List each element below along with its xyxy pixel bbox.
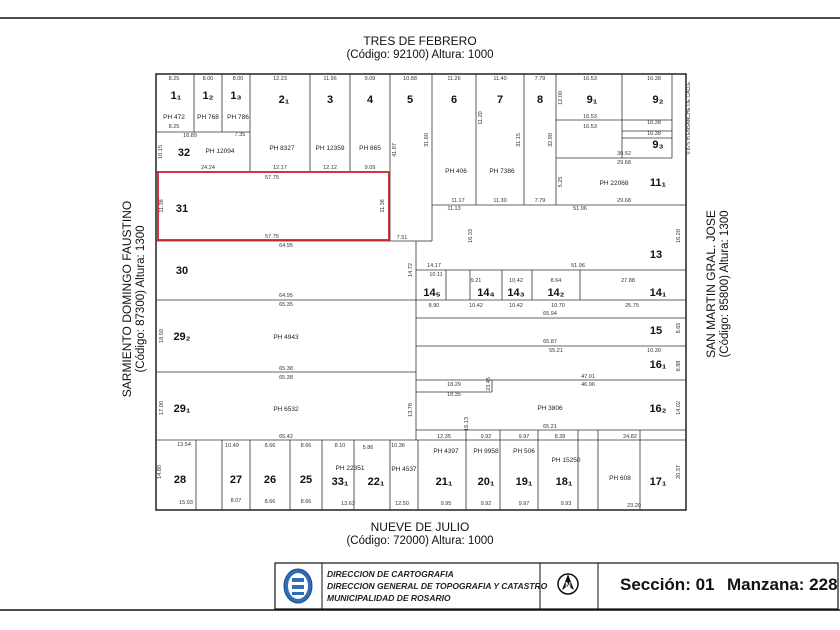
lot-number: 29₁ (173, 403, 191, 415)
dimension-label: 8.28 (554, 434, 566, 440)
section-label: Sección: 01 (620, 575, 715, 594)
dimension-label: 17.00 (159, 401, 165, 415)
dimension-label: 10.30 (647, 348, 661, 354)
dimension-label: 16.53 (583, 76, 597, 82)
lot-number: 27 (229, 474, 243, 486)
dimension-label: 10.11 (429, 272, 443, 278)
dimension-label: 11.40 (493, 76, 507, 82)
dimension-label: 11.20 (478, 111, 484, 125)
footer-line: MUNICIPALIDAD DE ROSARIO (327, 593, 451, 603)
lot-number: 1₁ (170, 90, 182, 102)
lot-number: 20₁ (477, 476, 495, 488)
dimension-label: 8.25 (168, 124, 180, 130)
dimension-label: 8.00 (202, 76, 214, 82)
ph-label: PH 3806 (537, 405, 563, 412)
dimension-label: 27.88 (621, 278, 635, 284)
dimension-label: 65.35 (279, 302, 293, 308)
lot-number: 29₂ (173, 331, 191, 343)
dimension-label: 8.64 (550, 278, 562, 284)
lot-number: 14₂ (547, 287, 565, 299)
lot-number: 14₃ (507, 287, 525, 299)
lot-number: 14₄ (477, 287, 495, 299)
dimension-label: 7.79 (534, 76, 546, 82)
block-label: Manzana: 228 (727, 575, 838, 594)
dimension-label: 64.95 (279, 243, 293, 249)
dimension-label: 14.17 (427, 263, 441, 269)
ph-label: PH 608 (609, 475, 631, 482)
dimension-label: 9.97 (518, 434, 530, 440)
lot-number: 21₁ (435, 476, 453, 488)
lot-number: 4 (366, 94, 374, 106)
ph-label: PH 12359 (315, 145, 345, 152)
ph-label: PH 506 (513, 448, 535, 455)
dimension-label: 47.01 (581, 374, 595, 380)
lot-number: 9₃ (652, 139, 664, 151)
lot-number: 1₃ (230, 90, 242, 102)
dimension-label: 8.10 (334, 443, 346, 449)
street-bottom (300, 520, 540, 548)
lot-number: 16₁ (649, 359, 667, 371)
highlighted-lot-31[interactable] (158, 172, 389, 240)
dimension-label: 25.75 (625, 303, 639, 309)
lot-number: 15 (649, 325, 663, 337)
dimension-label: 9.95 (440, 501, 452, 507)
dimension-label: 12.50 (395, 501, 409, 507)
street-code: (Código: 87300) Altura: 1300 (135, 225, 147, 373)
dimension-label: 32.90 (548, 133, 554, 147)
dimension-label: 10.88 (403, 76, 417, 82)
dimension-label: 8.66 (300, 499, 312, 505)
street-name: SARMIENTO DOMINGO FAUSTINO (120, 200, 134, 398)
lot-number: 25 (299, 474, 313, 486)
dimension-label: 8.25 (168, 76, 180, 82)
street-widening-note: 0.875 m ENSANCHE DE CALLE (686, 81, 692, 155)
lot-number: 7 (496, 94, 504, 106)
dimension-label: 9.92 (480, 434, 492, 440)
dimension-label: 9.93 (560, 501, 572, 507)
dimension-label: 14.72 (408, 263, 414, 277)
footer-line: DIRECCION DE CARTOGRAFIA (327, 569, 454, 579)
dimension-label: 5.25 (558, 176, 564, 188)
dimension-label: 23.45 (486, 377, 492, 391)
dimension-label: 57.75 (265, 175, 279, 181)
ph-label: PH 9958 (473, 448, 499, 455)
lot-number: 26 (263, 474, 277, 486)
lot-number: 13 (649, 249, 663, 261)
lot-number: 30 (175, 265, 189, 277)
dimension-label: 29.68 (617, 160, 631, 166)
lot-number: 9₁ (586, 94, 598, 106)
footer-credits (327, 568, 547, 604)
dimension-label: 12.12 (323, 165, 337, 171)
ph-label: PH 4397 (433, 448, 459, 455)
dimension-label: 11.26 (447, 76, 461, 82)
lot-number: 8 (536, 94, 544, 106)
dimension-label: 8.07 (230, 498, 242, 504)
dimension-label: 11.38 (380, 199, 386, 213)
dimension-label: 7.51 (396, 235, 408, 241)
dimension-label: 13.54 (177, 442, 191, 448)
ph-label: PH 472 (163, 114, 185, 121)
dimension-label: 65.38 (279, 366, 293, 372)
lot-number: 9₂ (652, 94, 664, 106)
ph-label: PH 4537 (391, 466, 417, 473)
dimension-label: 20.37 (676, 465, 682, 479)
street-name: SAN MARTIN GRAL. JOSE (704, 210, 718, 358)
dimension-label: 12.00 (558, 91, 564, 105)
street-name: NUEVE DE JULIO (370, 520, 470, 534)
lot-number: 28 (173, 474, 187, 486)
ph-label: PH 786 (227, 114, 249, 121)
dimension-label: 9.09 (364, 165, 376, 171)
dimension-label: 51.96 (573, 206, 587, 212)
lot-number: 14₁ (649, 287, 667, 299)
dimension-label: 16.38 (647, 120, 661, 126)
dimension-label: 10.49 (225, 443, 239, 449)
dimension-label: 12.35 (437, 434, 451, 440)
ph-label: PH 12094 (205, 148, 235, 155)
lot-number: 6 (450, 94, 458, 106)
lot-number: 5 (406, 94, 414, 106)
dimension-label: 31.60 (424, 133, 430, 147)
lot-number: 3 (326, 94, 334, 106)
street-code: (Código: 72000) Altura: 1000 (346, 535, 494, 547)
dimension-label: 23.20 (627, 503, 641, 509)
ph-label: PH 22351 (335, 465, 365, 472)
dimension-label: 16.20 (676, 229, 682, 243)
dimension-label: 11.96 (323, 76, 337, 82)
dimension-label: 11.30 (493, 198, 507, 204)
dimension-label: 31.15 (516, 133, 522, 147)
dimension-label: 7.35 (234, 132, 246, 138)
map-footer (275, 563, 838, 609)
dimension-label: 13.78 (408, 403, 414, 417)
lot-number: 31 (175, 203, 189, 215)
dimension-label: 64.95 (279, 293, 293, 299)
north-symbol: N (565, 581, 571, 590)
dimension-label: 46.96 (581, 382, 595, 388)
dimension-label: 9.92 (480, 501, 492, 507)
dimension-label: 16.13 (464, 417, 470, 431)
lot-number: 16₂ (649, 403, 667, 415)
street-top (300, 34, 540, 62)
dimension-label: 12.23 (273, 76, 287, 82)
lot-number: 22₁ (367, 476, 385, 488)
lot-number: 32 (177, 147, 191, 159)
ph-label: PH 15250 (551, 457, 581, 464)
lot-number: 11₁ (649, 177, 667, 189)
dimension-label: 9.21 (470, 278, 482, 284)
street-code: (Código: 92100) Altura: 1000 (346, 49, 494, 61)
dimension-label: 13.63 (341, 501, 355, 507)
dimension-label: 29.68 (617, 198, 631, 204)
dimension-label: 7.79 (534, 198, 546, 204)
dimension-label: 12.17 (273, 165, 287, 171)
dimension-label: 8.00 (232, 76, 244, 82)
lot-number: 18₁ (555, 476, 573, 488)
dimension-label: 8.66 (264, 499, 276, 505)
dimension-label: 10.42 (509, 278, 523, 284)
dimension-label: 16.53 (583, 114, 597, 120)
dimension-label: 15.93 (179, 500, 193, 506)
dimension-label: 16.38 (647, 76, 661, 82)
dimension-label: 30.52 (617, 151, 631, 157)
dimension-label: 9.97 (518, 501, 530, 507)
dimension-label: 65.87 (543, 339, 557, 345)
ph-label: PH 7386 (489, 168, 515, 175)
dimension-label: 8.65 (676, 322, 682, 334)
street-code: (Código: 85800) Altura: 1300 (719, 210, 731, 358)
ph-label: PH 8327 (269, 145, 295, 152)
street-right (704, 164, 732, 404)
dimension-label: 8.88 (676, 360, 682, 372)
dimension-label: 10.36 (391, 443, 405, 449)
lot-number: 17₁ (649, 476, 667, 488)
dimension-label: 16.89 (183, 133, 197, 139)
dimension-label: 10.70 (551, 303, 565, 309)
dimension-label: 24.82 (623, 434, 637, 440)
dimension-label: 5.86 (362, 445, 374, 451)
ph-label: PH 6532 (273, 406, 299, 413)
dimension-label: 10.42 (509, 303, 523, 309)
dimension-label: 16.33 (468, 229, 474, 243)
dimension-label: 18.35 (447, 392, 461, 398)
ph-label: PH 768 (197, 114, 219, 121)
dimension-label: 11.38 (159, 199, 165, 213)
dimension-label: 16.38 (647, 131, 661, 137)
dimension-label: 55.21 (549, 348, 563, 354)
dimension-label: 10.15 (158, 145, 164, 159)
footer-line: DIRECCION GENERAL DE TOPOGRAFIA Y CATASTRO (327, 581, 548, 591)
dimension-label: 65.42 (279, 434, 293, 440)
dimension-label: 65.38 (279, 375, 293, 381)
dimension-label: 11.13 (447, 206, 461, 212)
dimension-label: 14.02 (676, 401, 682, 415)
lot-number: 1₂ (202, 90, 214, 102)
dimension-label: 41.87 (392, 143, 398, 157)
dimension-label: 16.53 (583, 124, 597, 130)
dimension-label: 11.17 (451, 198, 465, 204)
lot-number: 2₁ (278, 94, 290, 106)
dimension-label: 65.94 (543, 311, 557, 317)
dimension-label: 24.24 (201, 165, 215, 171)
dimension-label: 65.21 (543, 424, 557, 430)
lot-number: 19₁ (515, 476, 533, 488)
lot-number: 33₁ (331, 476, 349, 488)
lot-number: 14₅ (423, 287, 441, 299)
dimension-label: 8.66 (300, 443, 312, 449)
ph-label: PH 4943 (273, 334, 299, 341)
street-name: TRES DE FEBRERO (363, 34, 477, 48)
dimension-label: 57.75 (265, 234, 279, 240)
dimension-label: 9.09 (364, 76, 376, 82)
dimension-label: 18.29 (447, 382, 461, 388)
dimension-label: 10.42 (469, 303, 483, 309)
dimension-label: 8.66 (264, 443, 276, 449)
dimension-label: 14.80 (157, 465, 163, 479)
dimension-label: 18.50 (159, 329, 165, 343)
street-left (120, 179, 148, 419)
ph-label: PH 865 (359, 145, 381, 152)
ph-label: PH 406 (445, 168, 467, 175)
dimension-label: 51.96 (571, 263, 585, 269)
ph-label: PH 22068 (599, 180, 629, 187)
dimension-label: 8.90 (428, 303, 440, 309)
